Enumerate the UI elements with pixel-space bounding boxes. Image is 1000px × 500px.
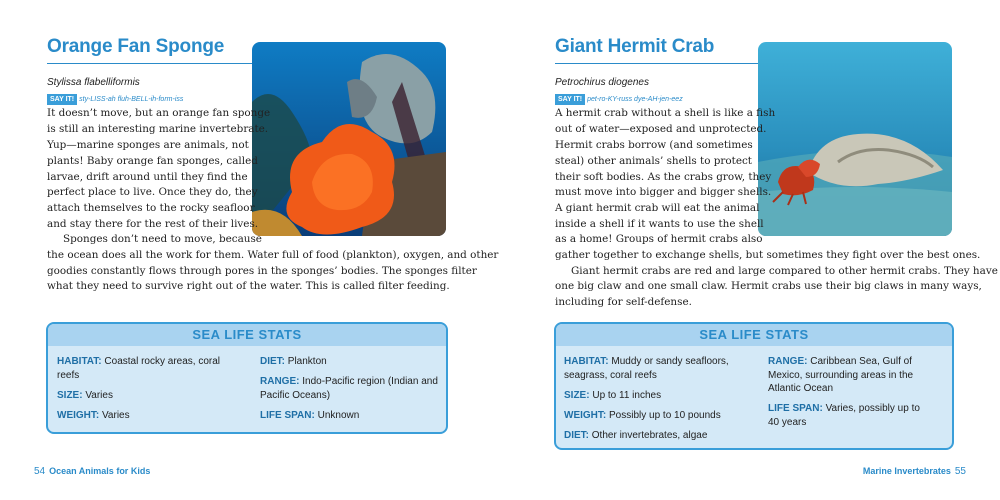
body-line: Yup—marine sponges are animals, not bbox=[47, 139, 249, 151]
stat-life-span: LIFE SPAN: Varies, possibly up to 40 years bbox=[768, 403, 920, 428]
body-line: out of water—exposed and unprotected. bbox=[555, 123, 767, 135]
body-line: what they need to survive right out of the water. This is called filter feeding. bbox=[47, 280, 450, 292]
say-it-badge: SAY IT! bbox=[555, 94, 585, 105]
body-line: Giant hermit crabs are red and large compared to other hermit crabs. They have bbox=[571, 265, 998, 277]
body-line: is still an interesting marine invertebrate. bbox=[47, 123, 269, 135]
body-line: must move into bigger and bigger shells. bbox=[555, 186, 772, 198]
book-section-title: Marine Invertebrates bbox=[862, 466, 951, 476]
body-line: one big claw and one small claw. Hermit crabs use their big claws in many ways, bbox=[555, 280, 982, 292]
scientific-name: Stylissa flabelliformis bbox=[47, 77, 140, 88]
stat-habitat: HABITAT: Coastal rocky areas, coral reefs bbox=[57, 356, 221, 381]
body-line: A hermit crab without a shell is like a fish bbox=[555, 107, 776, 119]
body-line: steal) other animals’ shells to protect bbox=[555, 155, 752, 167]
crab-photo bbox=[758, 42, 952, 236]
book-title: Ocean Animals for Kids bbox=[49, 466, 151, 476]
body-line: including for self-defense. bbox=[555, 296, 692, 308]
stat-weight: WEIGHT: Possibly up to 10 pounds bbox=[564, 410, 721, 421]
pronunciation: pet-ro-KY-russ dye-AH-jen-eez bbox=[587, 96, 683, 103]
body-line: Sponges don’t need to move, because bbox=[63, 233, 262, 245]
stat-range: RANGE: Indo-Pacific region (Indian and Pacific Oceans) bbox=[260, 376, 438, 401]
sea-life-stats-box bbox=[46, 322, 448, 434]
sea-life-stats-box bbox=[554, 322, 954, 450]
body-line: It doesn’t move, but an orange fan sponge bbox=[47, 107, 271, 119]
stat-size: SIZE: Up to 11 inches bbox=[564, 390, 662, 401]
body-line: their soft bodies. As the crabs grow, they bbox=[555, 171, 772, 183]
stats-header: SEA LIFE STATS bbox=[556, 324, 952, 346]
say-it-badge: SAY IT! bbox=[47, 94, 77, 105]
body-line: as a home! Groups of hermit crabs also bbox=[555, 233, 763, 245]
stat-diet: DIET: Other invertebrates, algae bbox=[564, 430, 708, 441]
pronunciation: sty-LISS-ah fluh-BELL-ih-form-iss bbox=[79, 96, 184, 103]
body-line: gather together to exchange shells, but sometimes they fight over the best ones. bbox=[555, 249, 981, 261]
scientific-name: Petrochirus diogenes bbox=[555, 77, 649, 88]
body-line: goodies constantly flows through pores in the sponges’ bodies. The sponges filter bbox=[47, 265, 477, 277]
body-line: plants! Baby orange fan sponges, called bbox=[47, 155, 258, 167]
title-rule bbox=[555, 63, 760, 64]
page-title: Orange Fan Sponge bbox=[47, 36, 225, 57]
stat-weight: WEIGHT: Varies bbox=[57, 410, 130, 421]
page-number: 54 bbox=[34, 466, 46, 477]
stat-life-span: LIFE SPAN: Unknown bbox=[260, 410, 360, 421]
body-line: attach themselves to the rocky seafloor bbox=[47, 202, 255, 214]
page-title: Giant Hermit Crab bbox=[555, 36, 715, 57]
stat-range: RANGE: Caribbean Sea, Gulf of Mexico, surrounding areas in the Atlantic Ocean bbox=[768, 356, 914, 394]
body-line: perfect place to live. Once they do, they bbox=[47, 186, 258, 198]
right-page bbox=[500, 0, 1000, 500]
body-line: the ocean does all the work for them. Water full of food (plankton), oxygen, and other bbox=[47, 249, 499, 261]
page-footer bbox=[863, 466, 970, 477]
say-it-row bbox=[47, 94, 183, 105]
stat-size: SIZE: Varies bbox=[57, 390, 113, 401]
body-line: Hermit crabs borrow (and sometimes bbox=[555, 139, 753, 151]
stat-habitat: HABITAT: Muddy or sandy seafloors, seagrass, coral reefs bbox=[564, 356, 729, 381]
say-it-row bbox=[555, 94, 683, 105]
stats-header: SEA LIFE STATS bbox=[48, 324, 446, 346]
page-footer bbox=[30, 466, 150, 477]
sponge-photo bbox=[252, 42, 446, 236]
page-number: 55 bbox=[954, 466, 966, 477]
body-line: and stay there for the rest of their lives. bbox=[47, 218, 259, 230]
title-rule bbox=[47, 63, 254, 64]
body-line: larvae, drift around until they find the bbox=[47, 171, 248, 183]
body-line: A giant hermit crab will eat the animal bbox=[555, 202, 760, 214]
body-line: inside a shell if it wants to use the shell bbox=[555, 218, 764, 230]
stat-diet: DIET: Plankton bbox=[260, 356, 327, 367]
